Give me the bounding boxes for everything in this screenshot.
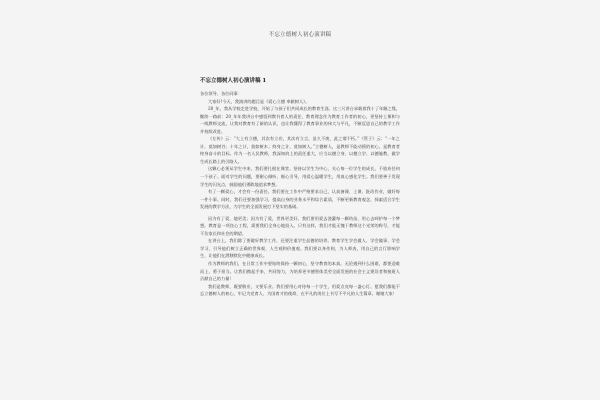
paragraph: 有了一颗爱心，才会有一份责任。我们要在工作中严格要求自己，认真备课、上课、批改作业，做好每一件小事。同时，我们还要加强学习，提高自身的业务水平和综合素质，不断更新教育观念，探索适合学生发展的教学方法，为学生的全面发展打下坚实的基础。 [200,189,400,210]
paragraph: 这颗心必须从学生中来，我们要扎根在课堂。坚持以学生为中心，关心每一位学生的成长，不放弃任何一个孩子。面对学生的问题，要耐心倾听、细心引导，用爱心温暖学生，用真心感化学生。我们要善于发现学生的闪光点，鼓励他们勇敢地追求梦想。 [200,166,400,187]
document-body [200,90,400,298]
paragraph: 因为有了爱，地更美；因为有了爱，世界更美好。我们要用爱去浇灌每一颗幼苗，用心去呵护每一个梦想。教育是一项良心工程，需要我们全身心地投入。只有这样，我们才能无愧于教师这个光荣的称号，才能不负家长和社会的期望。 [200,215,400,236]
paragraph: 大家好!今天，我演讲的题目是《爱心立德 奉献树人》。 [208,98,310,104]
paragraph: 《左传》云：“大上有立德，其次有立功，其次有立言，虽久不废，此之谓不朽。”《管子》云：“一年之计，莫如树谷；十年之计，莫如树木；终身之计，莫如树人。”立德树人，是教师不能动摇的初心，是教育者终身奋斗的目标。作为一名人民教师，我深知肩上的责任重大，应当以德立身、以德立学、以德施教，做学生成长路上的引路人。 [200,136,400,164]
paragraph: 20_年，我从学校走进学校，开始了与孩子们共同成长的教育生涯。这三尺讲台承载着我十了年解之缘，继续一路前：20_年年我讲台中感悟到教书育人的责任，教育理念作为教育工作者的初心，更坚持上课和与一线教师交流，让我对教育有了新的认识，也让我懂得了教育事业的伟大与平凡，不断反思自己的教学工作并持续改进。 [200,106,400,134]
greeting: 各位领导、各位同事： [200,91,242,96]
paragraph: 在讲台上，我们除了要做好教学工作，还要注重学生品德的培养。教育学生学会做人、学会做事、学会学习，引导他们树立正确的世界观、人生观和价值观。我们要以身作则，为人师表，用自己的言行影响学生，让他们在潜移默化中健康成长。 [200,238,400,259]
document-heading: 不忘立德树人初心演讲稿 1 [200,78,267,84]
paragraph: 我们是教师，既要敬业，又要乐业。我们要用心对待每一个学生，用爱点亮每一盏心灯。愿我们都能不忘立德树人的初心，牢记为党育人、为国育才的使命，在平凡的岗位上书写不平凡的人生篇章。谢谢大家！ [200,283,400,297]
page-header: 不忘立德树人初心演讲稿 [268,32,332,38]
paragraph: 作为教师的我们，在日常工作中要始终保持一颗初心，坚守教育的本真。无论遇到什么困难，都要迎难而上，勇于担当。让我们携起手来，共同努力，为培养更多德智体美劳全面发展的社会主义建设者和接班人贡献自己的力量！ [200,261,400,282]
